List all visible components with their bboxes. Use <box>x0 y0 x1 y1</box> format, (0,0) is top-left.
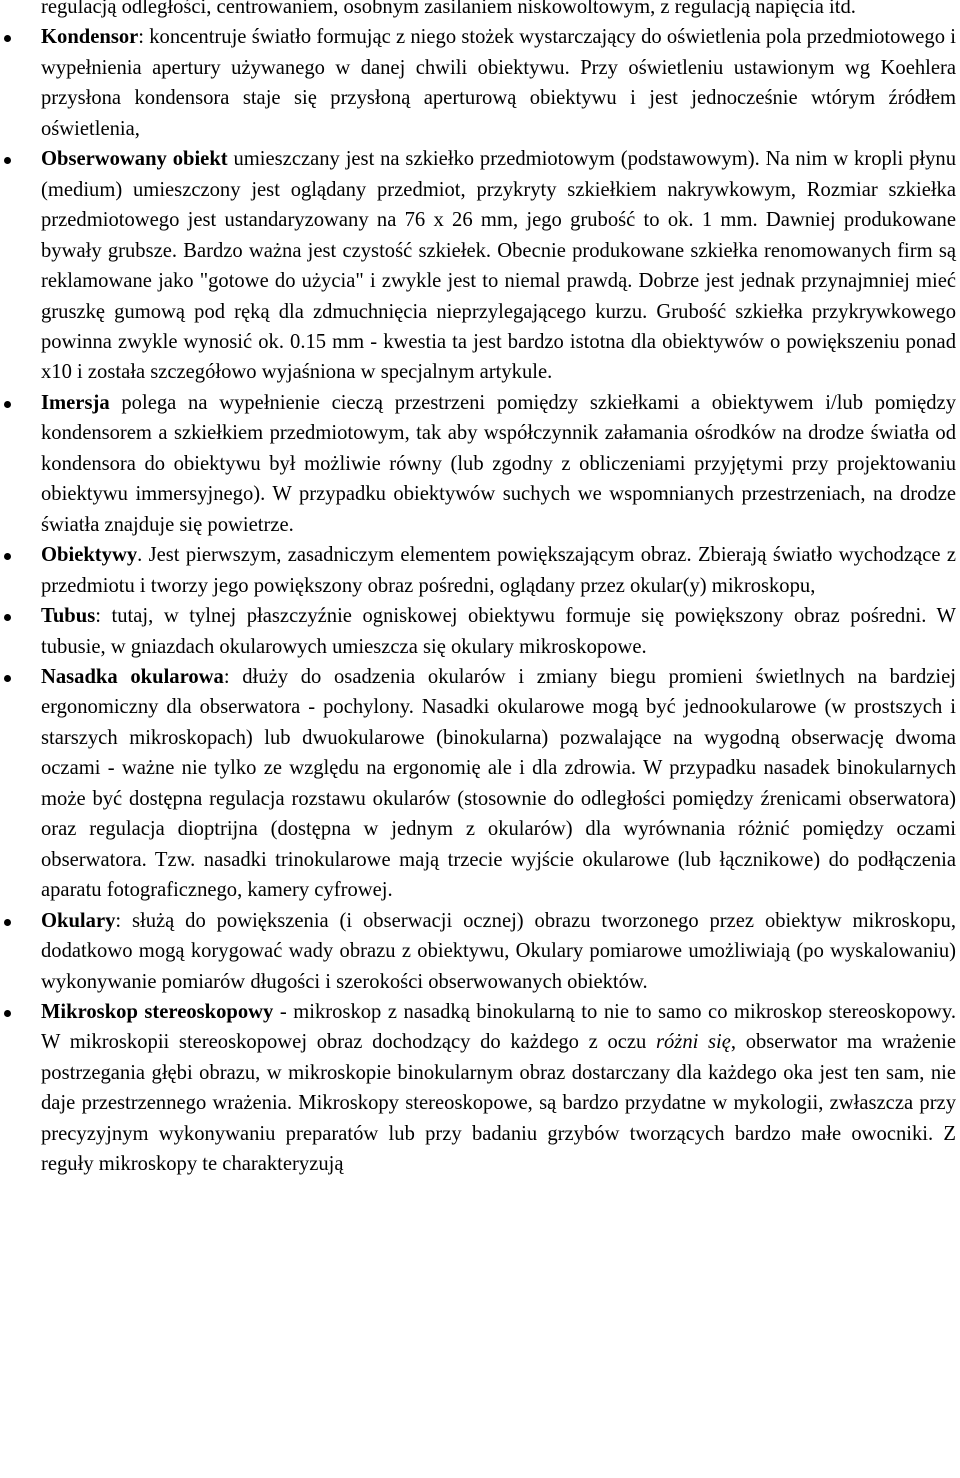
item-text: umieszczany jest na szkiełko przedmiotowym (podstawowym). Na nim w kropli płynu (medium) umieszczony jest oglądany przedmiot, przykryty szkiełkiem nakrywkowym, Rozmiar szkiełka przedmiotowego jest ustandaryzowany na 76 x 26 mm, jego grubość to ok. 1 mm. Dawniej produkowane bywały grubsze. Bardzo ważna jest czystość szkiełek. Obecnie produkowane szkiełka renomowanych firm są reklamowane jako "gotowe do użycia" i zwykle jest to niemal prawdą. Dobrze jest jednak przynajmniej mieć gruszkę gumową pod ręką dla zdmuchnięcia nieprzylegającego kurzu. Grubość szkiełka przykrywkowego powinna zwykle wynosić ok. 0.15 mm - kwestia ta jest bardzo istotna dla obiektywów o powiększeniu ponad x10 i została szczegółowo wyjaśniona w specjalnym artykule. <box>41 148 956 384</box>
bullet-icon <box>4 1010 11 1017</box>
paragraph-continuation <box>0 0 960 22</box>
paragraph-text: regulacją odległości, centrowaniem, osobnym zasilaniem niskowoltowym, z regulacją napięcia itd. <box>41 0 856 18</box>
term-label: Imersja <box>41 391 110 414</box>
list-item-okulary <box>0 906 960 997</box>
list-item-mikroskop-stereoskopowy <box>0 997 960 1180</box>
term-label: Obiektywy <box>41 544 138 567</box>
bullet-icon <box>4 919 11 926</box>
term-label: Mikroskop stereoskopowy <box>41 1000 274 1023</box>
item-text: : dłuży do osadzenia okularów i zmiany biegu promieni świetlnych na bardziej ergonomiczny dla obserwatora - pochylony. Nasadki okularowe mogą być jednookularowe (w prostszych i starszych mikroskopach) lub dwuokularowe (binokularna) pozwalające na wygodną obserwację dwoma oczami - ważne nie tylko ze względu na ergonomię ale i dla zdrowia. W przypadku nasadek binokularnych może być dostępna regulacja rozstawu okularów (stosownie do odległości pomiędzy źrenicami obserwatora) oraz regulacja dioptrijna (dostępna w jednym z okularów) dla wyrównania różnić pomiędzy oczami obserwatora. Tzw. nasadki trinokularowe mają trzecie wyjście okularowe (lub łącznikowe) do podłączenia aparatu fotograficznego, kamery cyfrowej. <box>41 665 956 902</box>
list-item-kondensor <box>0 22 960 144</box>
bullet-icon <box>4 675 11 682</box>
list-item-obserwowany-obiekt <box>0 144 960 388</box>
item-text: - mikroskop z nasadką binokularną to nie to samo co mikroskop stereoskopowy. W mikroskopii stereoskopowej obraz dochodzący do każdego z oczu <box>41 1000 956 1054</box>
item-text: polega na wypełnienie cieczą przestrzeni pomiędzy szkiełkami a obiektywem i/lub pomiędzy kondensorem a szkiełkiem przedmiotowym, tak aby współczynnik załamania ośrodków na drodze światła od kondensora do obiektywu był możliwie równy (lub zgodny z obliczeniami przyjętymi przy projektowaniu obiektywu immersyjnego). W przypadku obiektywów suchych we wspomnianych przestrzeniach, na drodze światła znajduje się powietrze. <box>41 391 956 536</box>
term-label: Nasadka okularowa <box>41 665 224 688</box>
term-label: Obserwowany obiekt <box>41 148 228 171</box>
list-item-obiektywy <box>0 540 960 601</box>
bullet-icon <box>4 157 11 164</box>
term-label: Kondensor <box>41 26 139 49</box>
item-text: : tutaj, w tylnej płaszczyźnie ogniskowej obiektywu formuje się powiększony obraz pośredni. W tubusie, w gniazdach okularowych umieszcza się okulary mikroskopowe. <box>41 605 956 658</box>
bullet-icon <box>4 553 11 560</box>
term-label: Tubus <box>41 605 96 628</box>
list-item-nasadka-okularowa <box>0 662 960 906</box>
list-item-imersja <box>0 388 960 540</box>
item-text-italic: różni się <box>656 1031 731 1054</box>
bullet-icon <box>4 401 11 408</box>
term-label: Okulary <box>41 909 116 932</box>
list-item-tubus <box>0 601 960 662</box>
item-text-continued: , obserwator ma wrażenie postrzegania głębi obrazu, w mikroskopie binokularnym obraz dostarczany dla każdego oka jest ten sam, nie daje przestrzennego wrażenia. Mikroskopy stereoskopowe, są bardzo przydatne w mykologii, zwłaszcza przy precyzyjnym wykonywaniu preparatów lub przy badaniu grzybów tworzących bardzo małe owocniki. Z reguły mikroskopy te charakteryzują <box>41 1031 956 1176</box>
bullet-icon <box>4 35 11 42</box>
item-text: : koncentruje światło formując z niego stożek wystarczający do oświetlenia pola przedmiotowego i wypełnienia apertury używanego w danej chwili obiektywu. Przy oświetleniu ustawionym wg Koehlera przysłona kondensora staje się przysłoną aperturową obiektywu i jest jednocześnie wtórym źródłem oświetlenia, <box>41 26 956 140</box>
item-text: . Jest pierwszym, zasadniczym elementem powiększającym obraz. Zbierają światło wychodzące z przedmiotu i tworzy jego powiększony obraz pośredni, oglądany przez okular(y) mikroskopu, <box>41 544 956 597</box>
item-text: : służą do powiększenia (i obserwacji ocznej) obrazu tworzonego przez obiektyw mikroskopu, dodatkowo mogą korygować wady obrazu z obiektywu, Okulary pomiarowe umożliwiają (po wyskalowaniu) wykonywanie pomiarów długości i szerokości obserwowanych obiektów. <box>41 909 956 993</box>
bullet-icon <box>4 614 11 621</box>
